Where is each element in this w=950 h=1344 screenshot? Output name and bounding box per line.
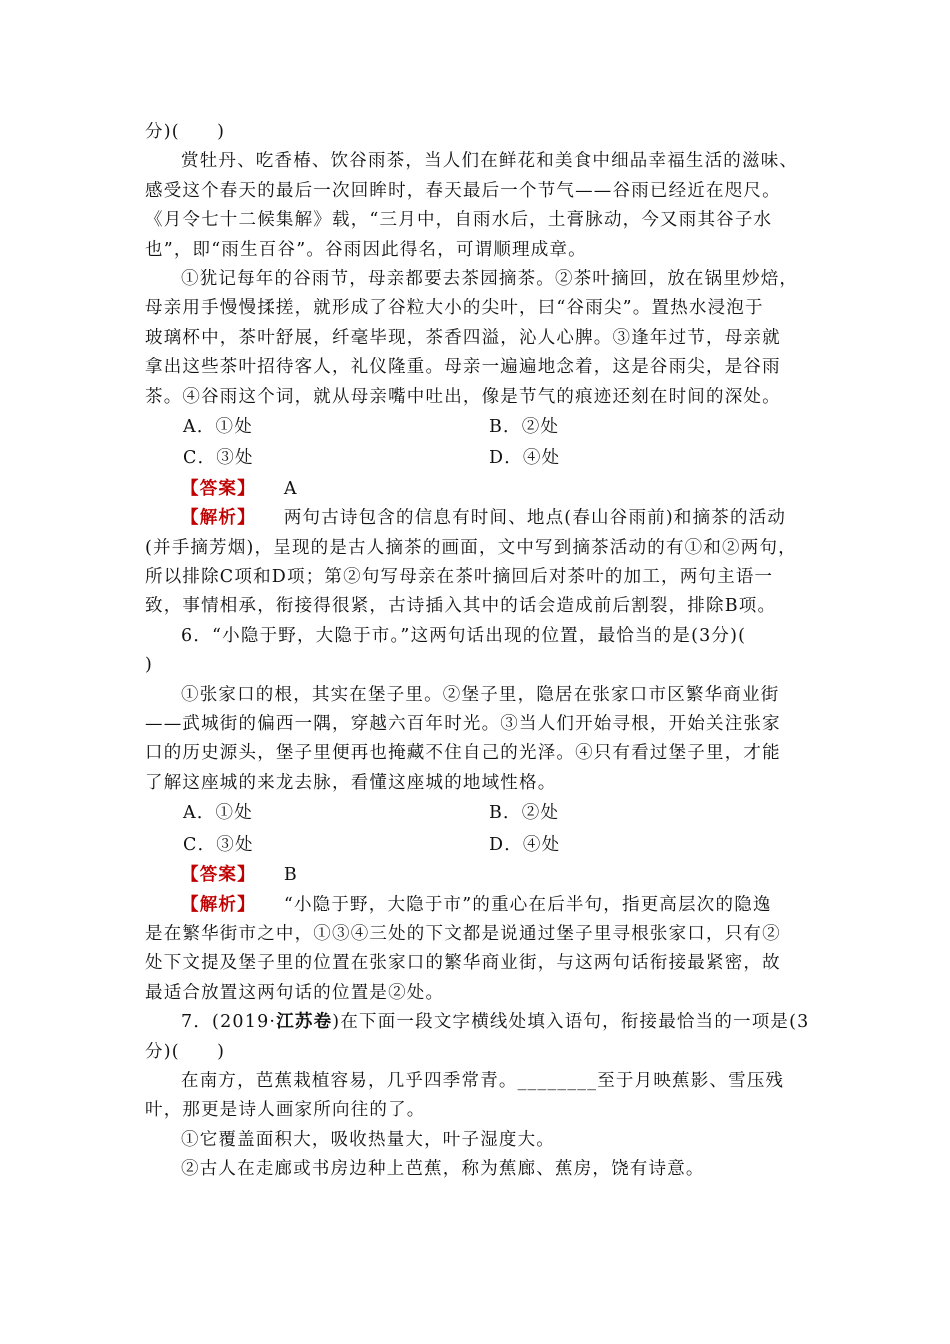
fill-in-blank: ________: [517, 1070, 598, 1091]
q5-passage-line: 茶。④谷雨这个词，就从母亲嘴中吐出，像是节气的痕迹还刻在时间的深处。: [145, 386, 781, 407]
q7-item: ①它覆盖面积大，吸收热量大，叶子湿度大。: [181, 1129, 555, 1150]
q6-answer: [145, 861, 809, 890]
q7-passage-part: 在南方，芭蕉栽植容易，几乎四季常青。: [181, 1070, 518, 1091]
analysis-tag: 【解析】: [181, 508, 256, 529]
q5-analysis-line: 所以排除C项和D项；第②句写母亲在茶叶摘回后对茶叶的加工，两句主语一: [145, 567, 774, 588]
q5-passage-line: 也”，即“雨生百谷”。谷雨因此得名，可谓顺理成章。: [145, 239, 587, 260]
document-page: [145, 118, 809, 1185]
q7-source-prefix: (2019·: [212, 1012, 277, 1033]
q5-option-a: A．①处: [183, 416, 253, 437]
answer-tag: 【答案】: [181, 478, 256, 499]
q6-analysis: [145, 891, 809, 920]
q5-passage-line: 感受这个春天的最后一次回眸时，春天最后一个节气——谷雨已经近在咫尺。: [145, 180, 781, 201]
q7-source-name: 江苏卷: [276, 1012, 333, 1033]
q5-passage-line: ①犹记每年的谷雨节，母亲都要去茶园摘茶。②茶叶摘回，放在锅里炒焙，: [181, 268, 799, 289]
q6-passage-line: ——武城街的偏西一隅，穿越六百年时光。③当人们开始寻根，开始关注张家: [145, 714, 781, 735]
answer-tag: 【答案】: [181, 865, 256, 886]
q6-stem-tail: ): [145, 655, 154, 676]
q7-stem-tail: 分)( ): [145, 1041, 226, 1062]
q5-options-row: [145, 443, 809, 475]
q5-analysis-line: 致，事情相承，衔接得很紧，古诗插入其中的话会造成前后割裂，排除B项。: [145, 596, 777, 617]
q6-stem: 6．“小隐于野，大隐于市。”这两句话出现的位置，最恰当的是(3分)(: [181, 625, 747, 646]
q6-options-row: [145, 798, 809, 830]
q5-passage-line: 拿出这些茶叶招待客人，礼仪隆重。母亲一遍遍地念着，这是谷雨尖，是谷雨: [145, 357, 781, 378]
q7-passage-line: 叶，那更是诗人画家所向往的了。: [145, 1100, 426, 1121]
q6-analysis-line: 是在繁华街市之中，①③④三处的下文都是说通过堡子里寻根张家口，只有②: [145, 923, 781, 944]
q5-option-d: D．④处: [489, 448, 561, 469]
q5-option-b: B．②处: [489, 416, 560, 437]
q5-analysis-line: (并手摘芳烟)，呈现的是古人摘茶的画面，文中写到摘茶活动的有①和②两句，: [145, 537, 797, 558]
analysis-text: “小隐于野，大隐于市”的重心在后半句，指更高层次的隐逸: [283, 894, 772, 915]
analysis-tag: 【解析】: [181, 894, 256, 915]
q6-passage-line: 口的历史源头，堡子里便再也掩藏不住自己的光泽。④只有看过堡子里，才能: [145, 743, 781, 764]
q5-answer: [145, 475, 809, 504]
q6-option-c: C．③处: [183, 834, 254, 855]
q6-passage-line: ①张家口的根，其实在堡子里。②堡子里，隐居在张家口市区繁华商业街: [181, 684, 780, 705]
q6-option-d: D．④处: [489, 834, 561, 855]
q6-options-row: [145, 830, 809, 862]
q7-stem-text: )在下面一段文字横线处填入语句，衔接最恰当的一项是(3: [332, 1012, 810, 1033]
analysis-text: 两句古诗包含的信息有时间、地点(春山谷雨前)和摘茶的活动: [283, 508, 787, 529]
q6-passage-line: 了解这座城的来龙去脉，看懂这座城的地域性格。: [145, 772, 557, 793]
answer-value: A: [283, 478, 298, 499]
q6-analysis-line: 处下文提及堡子里的位置在张家口的繁华商业街，与这两句话衔接最紧密，故: [145, 953, 781, 974]
q5-passage-line: 玻璃杯中，茶叶舒展，纤毫毕现，茶香四溢，沁人心脾。③逢年过节，母亲就: [145, 327, 781, 348]
q6-option-a: A．①处: [183, 803, 253, 824]
q7-stem: [145, 1008, 809, 1037]
q6-analysis-line: 最适合放置这两句话的位置是②处。: [145, 982, 445, 1003]
q7-passage-line: [145, 1067, 809, 1096]
q7-passage-part: 至于月映蕉影、雪压残: [597, 1070, 785, 1091]
q5-stem-tail: 分)( ): [145, 122, 226, 142]
q5-passage-line: 母亲用手慢慢揉搓，就形成了谷粒大小的尖叶，曰“谷雨尖”。置热水浸泡于: [145, 298, 764, 319]
q5-analysis: [145, 504, 809, 533]
q7-number: 7．: [181, 1012, 213, 1033]
q7-item: ②古人在走廊或书房边种上芭蕉，称为蕉廊、蕉房，饶有诗意。: [181, 1159, 705, 1180]
q5-passage-line: 《月令七十二候集解》载，“三月中，自雨水后，土膏脉动，今又雨其谷子水: [145, 210, 773, 231]
q5-options-row: [145, 412, 809, 444]
q6-option-b: B．②处: [489, 803, 560, 824]
q5-option-c: C．③处: [183, 448, 254, 469]
q5-passage-line: 赏牡丹、吃香椿、饮谷雨茶，当人们在鲜花和美食中细品幸福生活的滋味、: [181, 151, 799, 172]
answer-value: B: [283, 865, 298, 886]
